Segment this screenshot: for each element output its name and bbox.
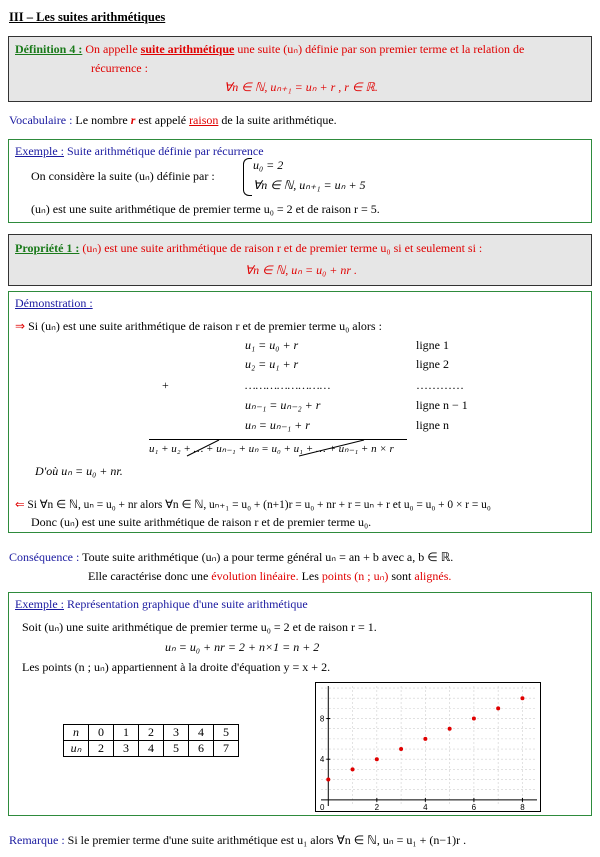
example1-brace — [243, 158, 252, 196]
implies-icon: ⇒ — [15, 319, 26, 333]
definition-formula: ∀n ∈ ℕ, uₙ₊₁ = uₙ + r , r ∈ ℝ. — [224, 80, 378, 94]
example1-sys1: u₀ = 2 — [253, 158, 284, 172]
scatter-chart — [315, 682, 541, 812]
example1-line2: (uₙ) est une suite arithmétique de premier terme u₀ = 2 et de raison r = 5. — [31, 202, 380, 216]
example1-line1: On considère la suite (uₙ) définie par : — [31, 169, 215, 183]
vocab-var: r — [130, 113, 136, 127]
property-text: (uₙ) est une suite arithmétique de raison r et de premier terme u₀ si et seulement si : — [82, 241, 483, 255]
definition-line1 — [15, 42, 524, 57]
demo-line-tag: ligne n − 1 — [416, 398, 468, 412]
definition-text-c: récurrence : — [91, 61, 148, 75]
demo-dou: D'où uₙ = u₀ + nr. — [35, 464, 123, 478]
data-point — [448, 727, 452, 731]
consequence-line2 — [88, 569, 451, 584]
plus-sign: + — [162, 378, 169, 392]
example2-line1: Soit (uₙ) une suite arithmétique de premier terme u₀ = 2 et de raison r = 1. — [22, 620, 377, 634]
demo-line-tag: ………… — [416, 378, 464, 392]
vocab-text-b: est appelé — [138, 113, 187, 127]
example2-line2: Les points (n ; uₙ) appartiennent à la droite d'équation y = x + 2. — [22, 660, 331, 674]
example2-formula: uₙ = u₀ + nr = 2 + n×1 = n + 2 — [165, 640, 320, 654]
table-cell: 4 — [139, 741, 164, 757]
vocab-line — [9, 113, 337, 128]
table-row — [64, 725, 239, 741]
property-formula: ∀n ∈ ℕ, uₙ = u₀ + nr . — [244, 263, 358, 277]
demo-intro-line — [15, 319, 382, 334]
remark-label: Remarque : — [9, 833, 65, 847]
remark-text: Si le premier terme d'une suite arithmétique est u₁ alors ∀n ∈ ℕ, uₙ = u₁ + (n−1)r . — [67, 833, 467, 847]
table-cell: 4 — [189, 725, 214, 741]
demo-equation: u₂ = u₁ + r — [245, 357, 299, 371]
consequence-text2d: points (n ; uₙ) — [321, 569, 389, 583]
demo-line-tag: ligne 1 — [416, 338, 449, 352]
definition-text-b: une suite (uₙ) définie par son premier terme et la relation de — [237, 42, 525, 56]
definition-label: Définition 4 : — [15, 42, 83, 56]
consequence-text2e: sont — [391, 569, 412, 583]
x-tick-label: 4 — [423, 802, 428, 812]
demo-box — [8, 291, 592, 533]
values-table — [63, 724, 239, 757]
x-tick-label: 2 — [374, 802, 380, 812]
demo-converse: Si ∀n ∈ ℕ, uₙ = u₀ + nr alors ∀n ∈ ℕ, uₙ₊₁ = u₀ + (n+1)r = u₀ + nr + r = uₙ + r et u₀ = u₀ + 0 × r = u₀ — [27, 499, 491, 511]
data-point — [423, 737, 427, 741]
consequence-text2b: évolution linéaire. — [211, 569, 299, 583]
demo-equation: …………………… — [245, 378, 331, 392]
example2-box — [8, 592, 592, 816]
vocab-term: raison — [189, 113, 219, 127]
data-point — [496, 706, 500, 710]
demo-equation: u₁ = u₀ + r — [245, 338, 299, 352]
y-tick-label: 4 — [319, 755, 325, 765]
table-cell: 5 — [214, 725, 239, 741]
example2-label: Exemple : — [15, 597, 64, 611]
y-tick-label: 8 — [319, 714, 325, 724]
consequence-text2a: Elle caractérise donc une — [88, 569, 209, 583]
example1-sys2: ∀n ∈ ℕ, uₙ₊₁ = uₙ + 5 — [253, 178, 366, 192]
demo-label: Démonstration : — [15, 296, 93, 310]
consequence-text2c: Les — [301, 569, 319, 583]
section-title: III – Les suites arithmétiques — [9, 10, 166, 24]
table-row — [64, 741, 239, 757]
chart-frame — [316, 683, 541, 812]
consequence-text2f: alignés. — [414, 569, 452, 583]
vocab-text-c: de la suite arithmétique. — [221, 113, 337, 127]
x-tick-label: 8 — [520, 802, 525, 812]
strike-marks — [149, 438, 407, 460]
table-cell: 3 — [114, 741, 139, 757]
x-tick-label: 6 — [471, 802, 477, 812]
property-label: Propriété 1 : — [15, 241, 80, 255]
demo-equation: uₙ = uₙ₋₁ + r — [245, 418, 310, 432]
vocab-text-a: Le nombre — [75, 113, 128, 127]
example1-header — [15, 144, 264, 159]
table-cell: 7 — [214, 741, 239, 757]
table-cell: 6 — [189, 741, 214, 757]
example2-subtitle: Représentation graphique d'une suite arithmétique — [66, 597, 308, 611]
consequence-line1 — [9, 550, 453, 565]
data-point — [472, 717, 476, 721]
table-cell: 5 — [164, 741, 189, 757]
data-point — [520, 696, 524, 700]
table-cell: 3 — [164, 725, 189, 741]
table-cell: 2 — [89, 741, 114, 757]
vocab-label: Vocabulaire : — [9, 113, 73, 127]
property-line — [15, 241, 482, 256]
definition-text-a: On appelle — [85, 42, 138, 56]
consequence-label: Conséquence : — [9, 550, 80, 564]
data-point — [326, 778, 330, 782]
demo-donc: Donc (uₙ) est une suite arithmétique de raison r et de premier terme u₀. — [31, 515, 372, 529]
consequence-text1: Toute suite arithmétique (uₙ) a pour terme général uₙ = an + b avec a, b ∈ ℝ. — [82, 550, 454, 564]
example1-box — [8, 139, 592, 223]
example2-header — [15, 597, 308, 612]
demo-equation: uₙ₋₁ = uₙ₋₂ + r — [245, 398, 321, 412]
demo-intro: Si (uₙ) est une suite arithmétique de raison r et de premier terme u₀ alors : — [28, 319, 382, 333]
example1-label: Exemple : — [15, 144, 64, 158]
table-cell: 1 — [114, 725, 139, 741]
table-cell: 0 — [89, 725, 114, 741]
demo-converse-line — [15, 497, 491, 511]
x-tick-label: 0 — [320, 802, 325, 812]
implied-by-icon: ⇐ — [15, 499, 25, 511]
remark-line — [9, 833, 466, 848]
demo-line-tag: ligne n — [416, 418, 449, 432]
data-point — [351, 767, 355, 771]
data-point — [375, 757, 379, 761]
table-head-n: n — [64, 725, 89, 741]
definition-term: suite arithmétique — [140, 42, 235, 56]
data-point — [399, 747, 403, 751]
demo-line-tag: ligne 2 — [416, 357, 449, 371]
example1-subtitle: Suite arithmétique définie par récurrence — [66, 144, 264, 158]
table-head-u: uₙ — [64, 741, 89, 757]
definition-box — [8, 36, 592, 102]
table-cell: 2 — [139, 725, 164, 741]
property-box — [8, 234, 592, 286]
demo-sum: u₁ + u₂ + … + uₙ₋₁ + uₙ = u₀ + u₁ + … + uₙ₋₁ + n × r — [149, 443, 394, 455]
